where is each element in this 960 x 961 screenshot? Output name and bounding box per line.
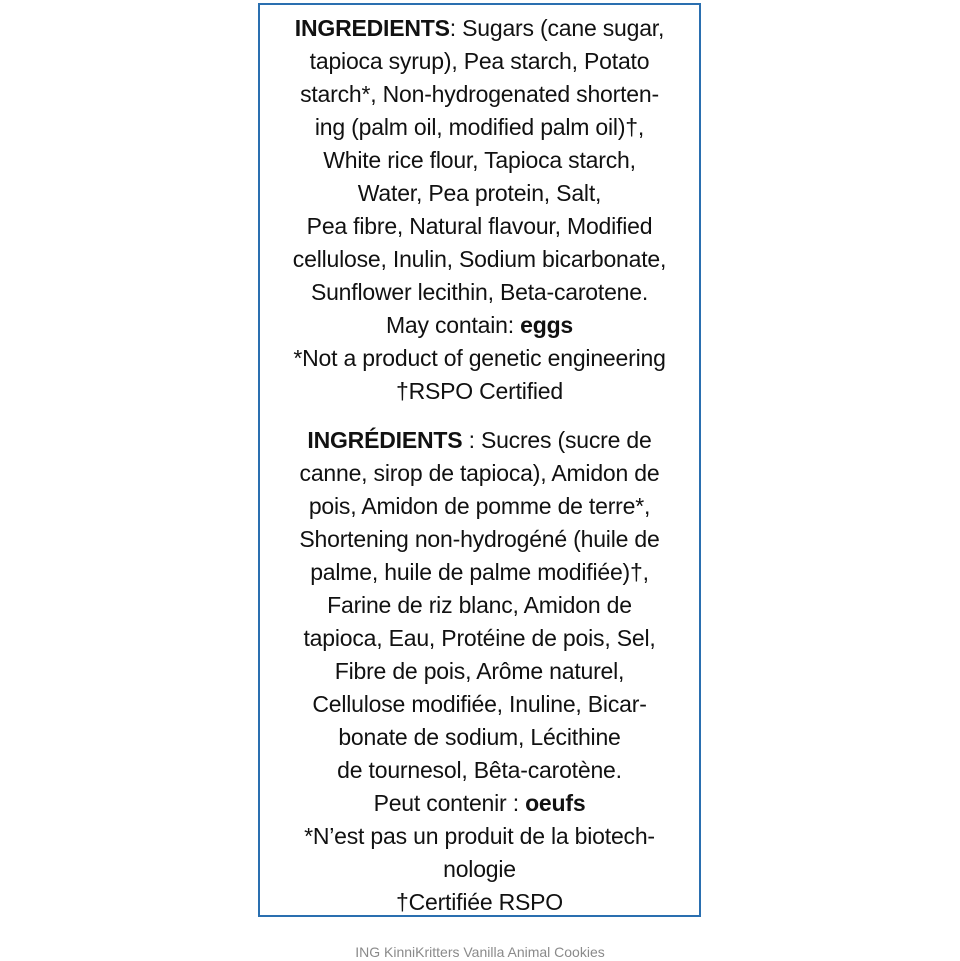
english-allergen-statement — [260, 309, 699, 342]
english-ingredients-heading: INGREDIENTS — [294, 15, 450, 41]
french-ingredients-line: bonate de sodium, Lécithine — [338, 724, 621, 750]
english-ingredients-line: tapioca syrup), Pea starch, Potato — [309, 48, 650, 74]
french-ingredients-line: Cellulose modifiée, Inuline, Bicar- — [312, 691, 647, 717]
french-ingredients-heading: INGRÉDIENTS — [307, 427, 463, 453]
french-ingredients-section — [260, 424, 699, 919]
french-allergen-value: oeufs — [525, 790, 586, 816]
english-allergen-value: eggs — [520, 312, 574, 338]
english-ingredients-line: Sunflower lecithin, Beta-carotene. — [310, 279, 649, 305]
french-gmo-note-line: *N’est pas un produit de la biotech- — [304, 823, 655, 849]
english-allergen-label: May contain: — [385, 312, 521, 338]
french-ingredients-line: pois, Amidon de pomme de terre*, — [308, 493, 651, 519]
french-allergen-label: Peut contenir : — [373, 790, 526, 816]
french-ingredients-line: Fibre de pois, Arôme naturel, — [334, 658, 625, 684]
ingredients-label-panel — [258, 3, 701, 917]
image-caption: ING KinniKritters Vanilla Animal Cookies — [355, 944, 605, 960]
english-ingredients-section — [260, 12, 699, 408]
english-ingredients-line: ing (palm oil, modified palm oil)†, — [314, 114, 645, 140]
french-ingredients-line: palme, huile de palme modifiée)†, — [310, 559, 649, 585]
english-ingredients-line: : Sugars (cane sugar, — [449, 15, 665, 41]
french-ingredients-line: de tournesol, Bêta-carotène. — [337, 757, 622, 783]
french-rspo-note: †Certifiée RSPO — [395, 889, 563, 915]
english-rspo-note: †RSPO Certified — [395, 378, 563, 404]
french-allergen-statement — [260, 787, 699, 820]
english-gmo-note: *Not a product of genetic engineering — [293, 345, 666, 371]
english-ingredients-line: starch*, Non-hydrogenated shorten- — [300, 81, 659, 107]
french-ingredients-line: canne, sirop de tapioca), Amidon de — [299, 460, 660, 486]
french-ingredients-line: Shortening non-hydrogéné (huile de — [299, 526, 660, 552]
french-ingredients-line: tapioca, Eau, Protéine de pois, Sel, — [303, 625, 656, 651]
french-ingredients-line: Farine de riz blanc, Amidon de — [327, 592, 632, 618]
english-ingredients-first-line — [260, 12, 699, 45]
english-ingredients-line: Water, Pea protein, Salt, — [357, 180, 602, 206]
french-ingredients-line: : Sucres (sucre de — [462, 427, 652, 453]
french-ingredients-first-line — [260, 424, 699, 457]
english-ingredients-line: cellulose, Inulin, Sodium bicarbonate, — [292, 246, 667, 272]
english-ingredients-line: Pea fibre, Natural flavour, Modified — [306, 213, 653, 239]
french-gmo-note-line: nologie — [443, 856, 516, 882]
english-ingredients-line: White rice flour, Tapioca starch, — [323, 147, 636, 173]
